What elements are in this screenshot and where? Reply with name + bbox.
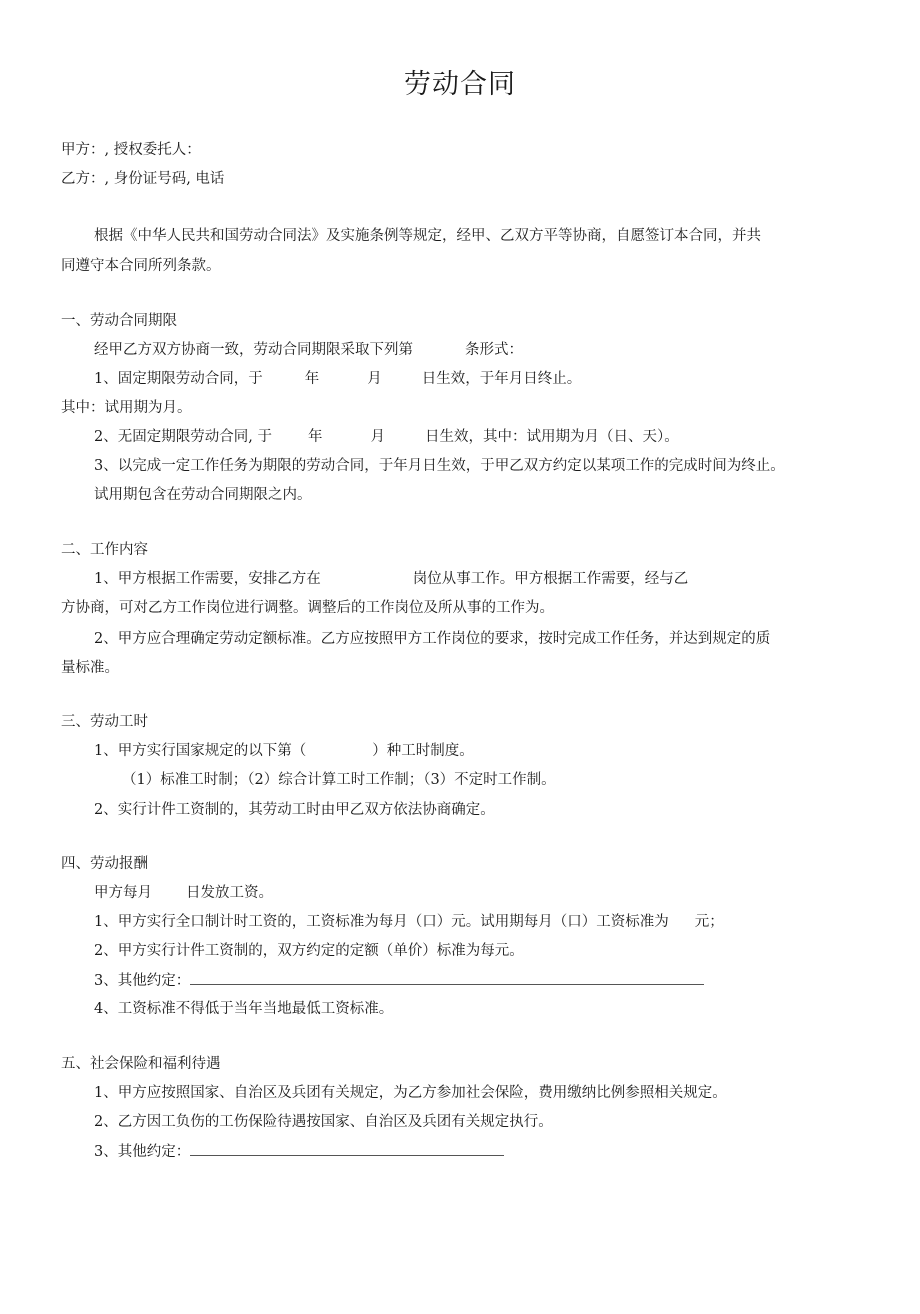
item-2-text-a: 2、无固定期限劳动合同, 于: [94, 429, 272, 445]
section-3-item-2: 2、实行计件工资制的，其劳动工时由甲乙双方依法协商确定。: [94, 802, 495, 818]
section-1-item-1-probation: 其中：试用期为月。: [61, 400, 192, 416]
s5-item-3-label: 3、其他约定：: [94, 1144, 191, 1160]
section-1-item-3: 3、以完成一定工作任务为期限的劳动合同，于年月日生效，于甲乙双方约定以某项工作的完成时间为终止。: [94, 458, 785, 474]
s4-pay-day-text-b: 日发放工资。: [186, 885, 273, 901]
other-agreement-blank-line: [190, 970, 704, 985]
section-4-pay-day: [94, 883, 273, 903]
section-4-item-3: [94, 970, 704, 991]
item-1-year: 年: [304, 371, 320, 387]
item-1-month: 月: [367, 371, 382, 387]
section-2-heading: 二、工作内容: [61, 542, 148, 558]
section-5-item-1: 1、甲方应按照国家、自治区及兵团有关规定，为乙方参加社会保险，费用缴纳比例参照相关规定。: [94, 1085, 727, 1101]
section-3-heading: 三、劳动工时: [61, 714, 148, 730]
item-2-year: 年: [307, 429, 323, 445]
s2-item-1-text-b: 岗位从事工作。甲方根据工作需要，经与乙: [412, 571, 689, 587]
section-2-item-1-cont: 方协商，可对乙方工作岗位进行调整。调整后的工作岗位及所从事的工作为。: [61, 600, 554, 616]
section-4-item-2: 2、甲方实行计件工资制的，双方约定的定额（单价）标准为每元。: [94, 943, 524, 959]
s3-item-1-text-b: ）种工时制度。: [372, 743, 474, 759]
section-3-item-1: [94, 741, 474, 761]
section-4-item-1: [94, 912, 724, 932]
item-1-text-d: 日生效，于年月日终止。: [421, 371, 582, 387]
section-1-item-2: [94, 427, 679, 447]
s4-item-1-text-a: 1、甲方实行全口制计时工资的，工资标准为每月（口）元。试用期每月（口）工资标准为: [94, 914, 669, 930]
s3-item-1-text-a: 1、甲方实行国家规定的以下第（: [94, 743, 307, 759]
item-2-month: 月: [370, 429, 385, 445]
document-title: 劳动合同: [404, 69, 516, 100]
section-2-item-2: 2、甲方应合理确定劳动定额标准。乙方应按照甲方工作岗位的要求，按时完成工作任务，并达到规定的质: [94, 631, 771, 647]
section-5-heading: 五、社会保险和福利待遇: [61, 1056, 221, 1072]
party-a-line: 甲方：, 授权委托人：: [61, 142, 201, 158]
s4-item-1-text-b: 元；: [694, 914, 724, 930]
section-1-para-0-text-a: 经甲乙方双方协商一致，劳动合同期限采取下列第: [94, 342, 413, 358]
party-b-line: 乙方：, 身份证号码, 电话: [61, 171, 225, 187]
other-agreement-blank-line: [190, 1141, 504, 1156]
intro-paragraph-line-1: 根据《中华人民共和国劳动合同法》及实施条例等规定，经甲、乙双方平等协商，自愿签订本合同，并共: [94, 228, 761, 244]
section-2-item-2-cont: 量标准。: [61, 660, 119, 676]
item-1-text-a: 1、固定期限劳动合同，于: [94, 371, 263, 387]
section-4-heading: 四、劳动报酬: [61, 856, 148, 872]
s2-item-1-text-a: 1、甲方根据工作需要，安排乙方在: [94, 571, 321, 587]
section-1-heading: 一、劳动合同期限: [61, 313, 177, 329]
section-5-item-3: [94, 1141, 504, 1162]
item-2-text-d: 日生效，其中：试用期为月（日、天）。: [424, 429, 679, 445]
section-1-probation-note: 试用期包含在劳动合同期限之内。: [94, 487, 312, 503]
section-4-item-4: 4、工资标准不得低于当年当地最低工资标准。: [94, 1001, 394, 1017]
section-5-item-2: 2、乙方因工负伤的工伤保险待遇按国家、自治区及兵团有关规定执行。: [94, 1114, 553, 1130]
s4-item-3-label: 3、其他约定：: [94, 973, 191, 989]
section-1-para-0: [94, 340, 523, 360]
intro-paragraph-line-2: 同遵守本合同所列条款。: [61, 258, 221, 274]
section-1-para-0-text-b: 条形式：: [465, 342, 523, 358]
section-1-item-1: [94, 369, 581, 389]
section-2-item-1: [94, 569, 688, 589]
s4-pay-day-text-a: 甲方每月: [94, 885, 152, 901]
section-3-options: （1）标准工时制；（2）综合计算工时工作制；（3）不定时工作制。: [122, 772, 556, 788]
